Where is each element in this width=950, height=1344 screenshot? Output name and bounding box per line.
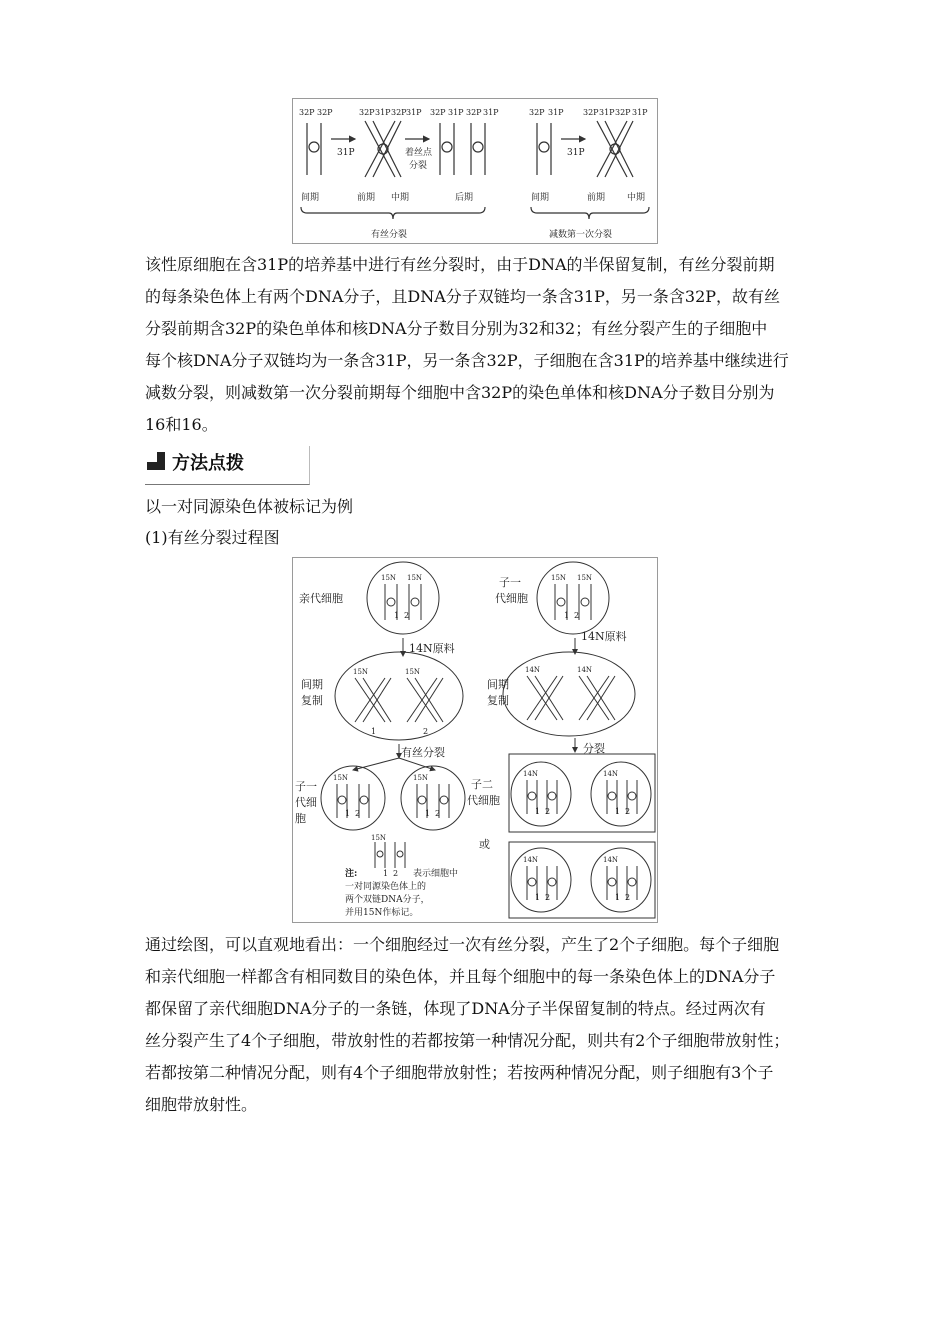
- chrom-num: 1: [535, 893, 541, 902]
- chrom-num: 2: [435, 809, 441, 818]
- daughter-label: 代细: [295, 796, 317, 809]
- iso-label: 15N: [333, 774, 349, 782]
- material-label: 14N原料: [581, 630, 627, 643]
- replication-label: 间期: [487, 678, 509, 691]
- note-line: 一对同源染色体上的: [345, 882, 427, 892]
- iso-label: 14N: [525, 666, 541, 674]
- stage-label: 后期: [455, 193, 474, 203]
- iso-label: 15N: [577, 574, 593, 582]
- chrom-num: 1: [383, 869, 389, 878]
- iso-label: 31P: [375, 108, 391, 117]
- stage-label: 间期: [531, 193, 550, 203]
- figure2-svg: [293, 558, 657, 922]
- iso-label: 15N: [381, 574, 397, 582]
- iso-label: 15N: [413, 774, 429, 782]
- iso-label: 31P: [599, 108, 615, 117]
- daughter-label: 子一: [295, 780, 317, 793]
- section-title: 方法点拨: [172, 453, 244, 474]
- paragraph-line: 分裂前期含32P的染色单体和核DNA分子数目分别为32和32；有丝分裂产生的子细胞中: [145, 319, 768, 338]
- iso-label: 31P: [406, 108, 422, 117]
- split-label: 着丝点: [405, 148, 433, 158]
- paragraph-line: 每个核DNA分子双链均为一条含31P，另一条含32P，子细胞在含31P的培养基中继续进行: [145, 351, 789, 370]
- chrom-num: 2: [355, 809, 361, 818]
- iso-label: 15N: [405, 668, 421, 676]
- iso-label: 32P: [359, 108, 375, 117]
- daughter-label: 胞: [295, 812, 306, 825]
- iso-label: 14N: [603, 856, 619, 864]
- or-label: 或: [479, 838, 490, 851]
- split-label: 分裂: [409, 161, 428, 171]
- replication-label: 间期: [301, 678, 323, 691]
- replication-label: 复制: [487, 694, 509, 707]
- iso-label: 32P: [317, 108, 333, 117]
- parent-cell-label: 亲代细胞: [299, 592, 343, 605]
- iso-label: 32P: [466, 108, 482, 117]
- note-label: 注:: [345, 869, 358, 879]
- paragraph-line: 都保留了亲代细胞DNA分子的一条链，体现了DNA分子半保留复制的特点。经过两次有: [145, 999, 766, 1018]
- daughter-top-label: 子一: [499, 576, 521, 589]
- intro-line: 以一对同源染色体被标记为例: [145, 497, 354, 516]
- iso-label: 32P: [430, 108, 446, 117]
- second-gen-label: 代细胞: [467, 794, 500, 807]
- stage-label: 间期: [301, 193, 320, 203]
- iso-label: 31P: [448, 108, 464, 117]
- iso-label: 31P: [483, 108, 499, 117]
- caption-meiosis: 减数第一次分裂: [549, 230, 613, 240]
- replication-label: 复制: [301, 694, 323, 707]
- note-line: 并用15N作标记。: [345, 908, 419, 918]
- paragraph-line: 的每条染色体上有两个DNA分子，且DNA分子双链均一条含31P，另一条含32P，故有丝: [145, 287, 781, 306]
- stage-label: 前期: [587, 193, 606, 203]
- chrom-num: 1: [371, 727, 377, 736]
- chrom-num: 1: [615, 893, 621, 902]
- iso-label: 15N: [371, 834, 387, 842]
- iso-label: 31P: [548, 108, 564, 117]
- iso-label: 14N: [577, 666, 593, 674]
- iso-label: 15N: [353, 668, 369, 676]
- arrow-label: 31P: [337, 148, 355, 158]
- arrow-label: 31P: [567, 148, 585, 158]
- division-label: 有丝分裂: [401, 746, 445, 759]
- iso-label: 14N: [523, 856, 539, 864]
- chrom-num: 1: [564, 611, 570, 620]
- note-line: 两个双链DNA分子，: [345, 895, 430, 905]
- daughter-top-label: 代细胞: [495, 592, 528, 605]
- paragraph-line: 减数分裂，则减数第一次分裂前期每个细胞中含32P的染色单体和核DNA分子数目分别为: [145, 383, 775, 402]
- chrom-num: 2: [404, 611, 410, 620]
- stage-label: 中期: [391, 193, 410, 203]
- chrom-num: 2: [574, 611, 580, 620]
- stage-label: 前期: [357, 193, 376, 203]
- iso-label: 32P: [391, 108, 407, 117]
- iso-label: 31P: [632, 108, 648, 117]
- caption-mitosis: 有丝分裂: [371, 230, 408, 240]
- material-label: 14N原料: [409, 642, 455, 655]
- chrom-num: 2: [423, 727, 429, 736]
- stage-label: 中期: [627, 193, 646, 203]
- figure1-svg: [293, 99, 657, 243]
- paragraph-line: 细胞带放射性。: [145, 1095, 258, 1114]
- iso-label: 14N: [603, 770, 619, 778]
- paragraph-line: 该性原细胞在含31P的培养基中进行有丝分裂时，由于DNA的半保留复制，有丝分裂前期: [145, 255, 775, 274]
- section-header: [145, 446, 310, 485]
- chrom-num: 2: [545, 893, 551, 902]
- chrom-num: 1: [615, 807, 621, 816]
- iso-label: 15N: [407, 574, 423, 582]
- chrom-num: 1: [394, 611, 400, 620]
- iso-label: 32P: [529, 108, 545, 117]
- explanation-paragraph: [145, 249, 810, 441]
- iso-label: 32P: [615, 108, 631, 117]
- iso-label: 14N: [523, 770, 539, 778]
- paragraph-line: 通过绘图，可以直观地看出：一个细胞经过一次有丝分裂，产生了2个子细胞。每个子细胞: [145, 935, 780, 954]
- chrom-num: 1: [535, 807, 541, 816]
- paragraph-line: 丝分裂产生了4个子细胞，带放射性的若都按第一种情况分配，则共有2个子细胞带放射性；: [145, 1031, 790, 1050]
- second-gen-label: 子二: [471, 778, 493, 791]
- paragraph-line: 和亲代细胞一样都含有相同数目的染色体，并且每个细胞中的每一条染色体上的DNA分子: [145, 967, 776, 986]
- chrom-num: 2: [545, 807, 551, 816]
- chrom-num: 1: [425, 809, 431, 818]
- note-line: 表示细胞中: [413, 869, 459, 879]
- paragraph-line: 16和16。: [145, 415, 218, 434]
- header-square-cutout: [147, 452, 157, 462]
- mitosis-meiosis-figure: [292, 98, 658, 244]
- chrom-num: 2: [625, 893, 631, 902]
- conclusion-paragraph: [145, 929, 810, 1121]
- paragraph-line: 若都按第二种情况分配，则有4个子细胞带放射性；若按两种情况分配，则子细胞有3个子: [145, 1063, 774, 1082]
- iso-label: 32P: [583, 108, 599, 117]
- chrom-num: 2: [393, 869, 399, 878]
- split-label: 分裂: [583, 742, 605, 755]
- mitosis-process-figure: [292, 557, 658, 923]
- iso-label: 32P: [299, 108, 315, 117]
- chrom-num: 2: [625, 807, 631, 816]
- iso-label: 15N: [551, 574, 567, 582]
- chrom-num: 1: [345, 809, 351, 818]
- subtitle: (1)有丝分裂过程图: [145, 528, 280, 547]
